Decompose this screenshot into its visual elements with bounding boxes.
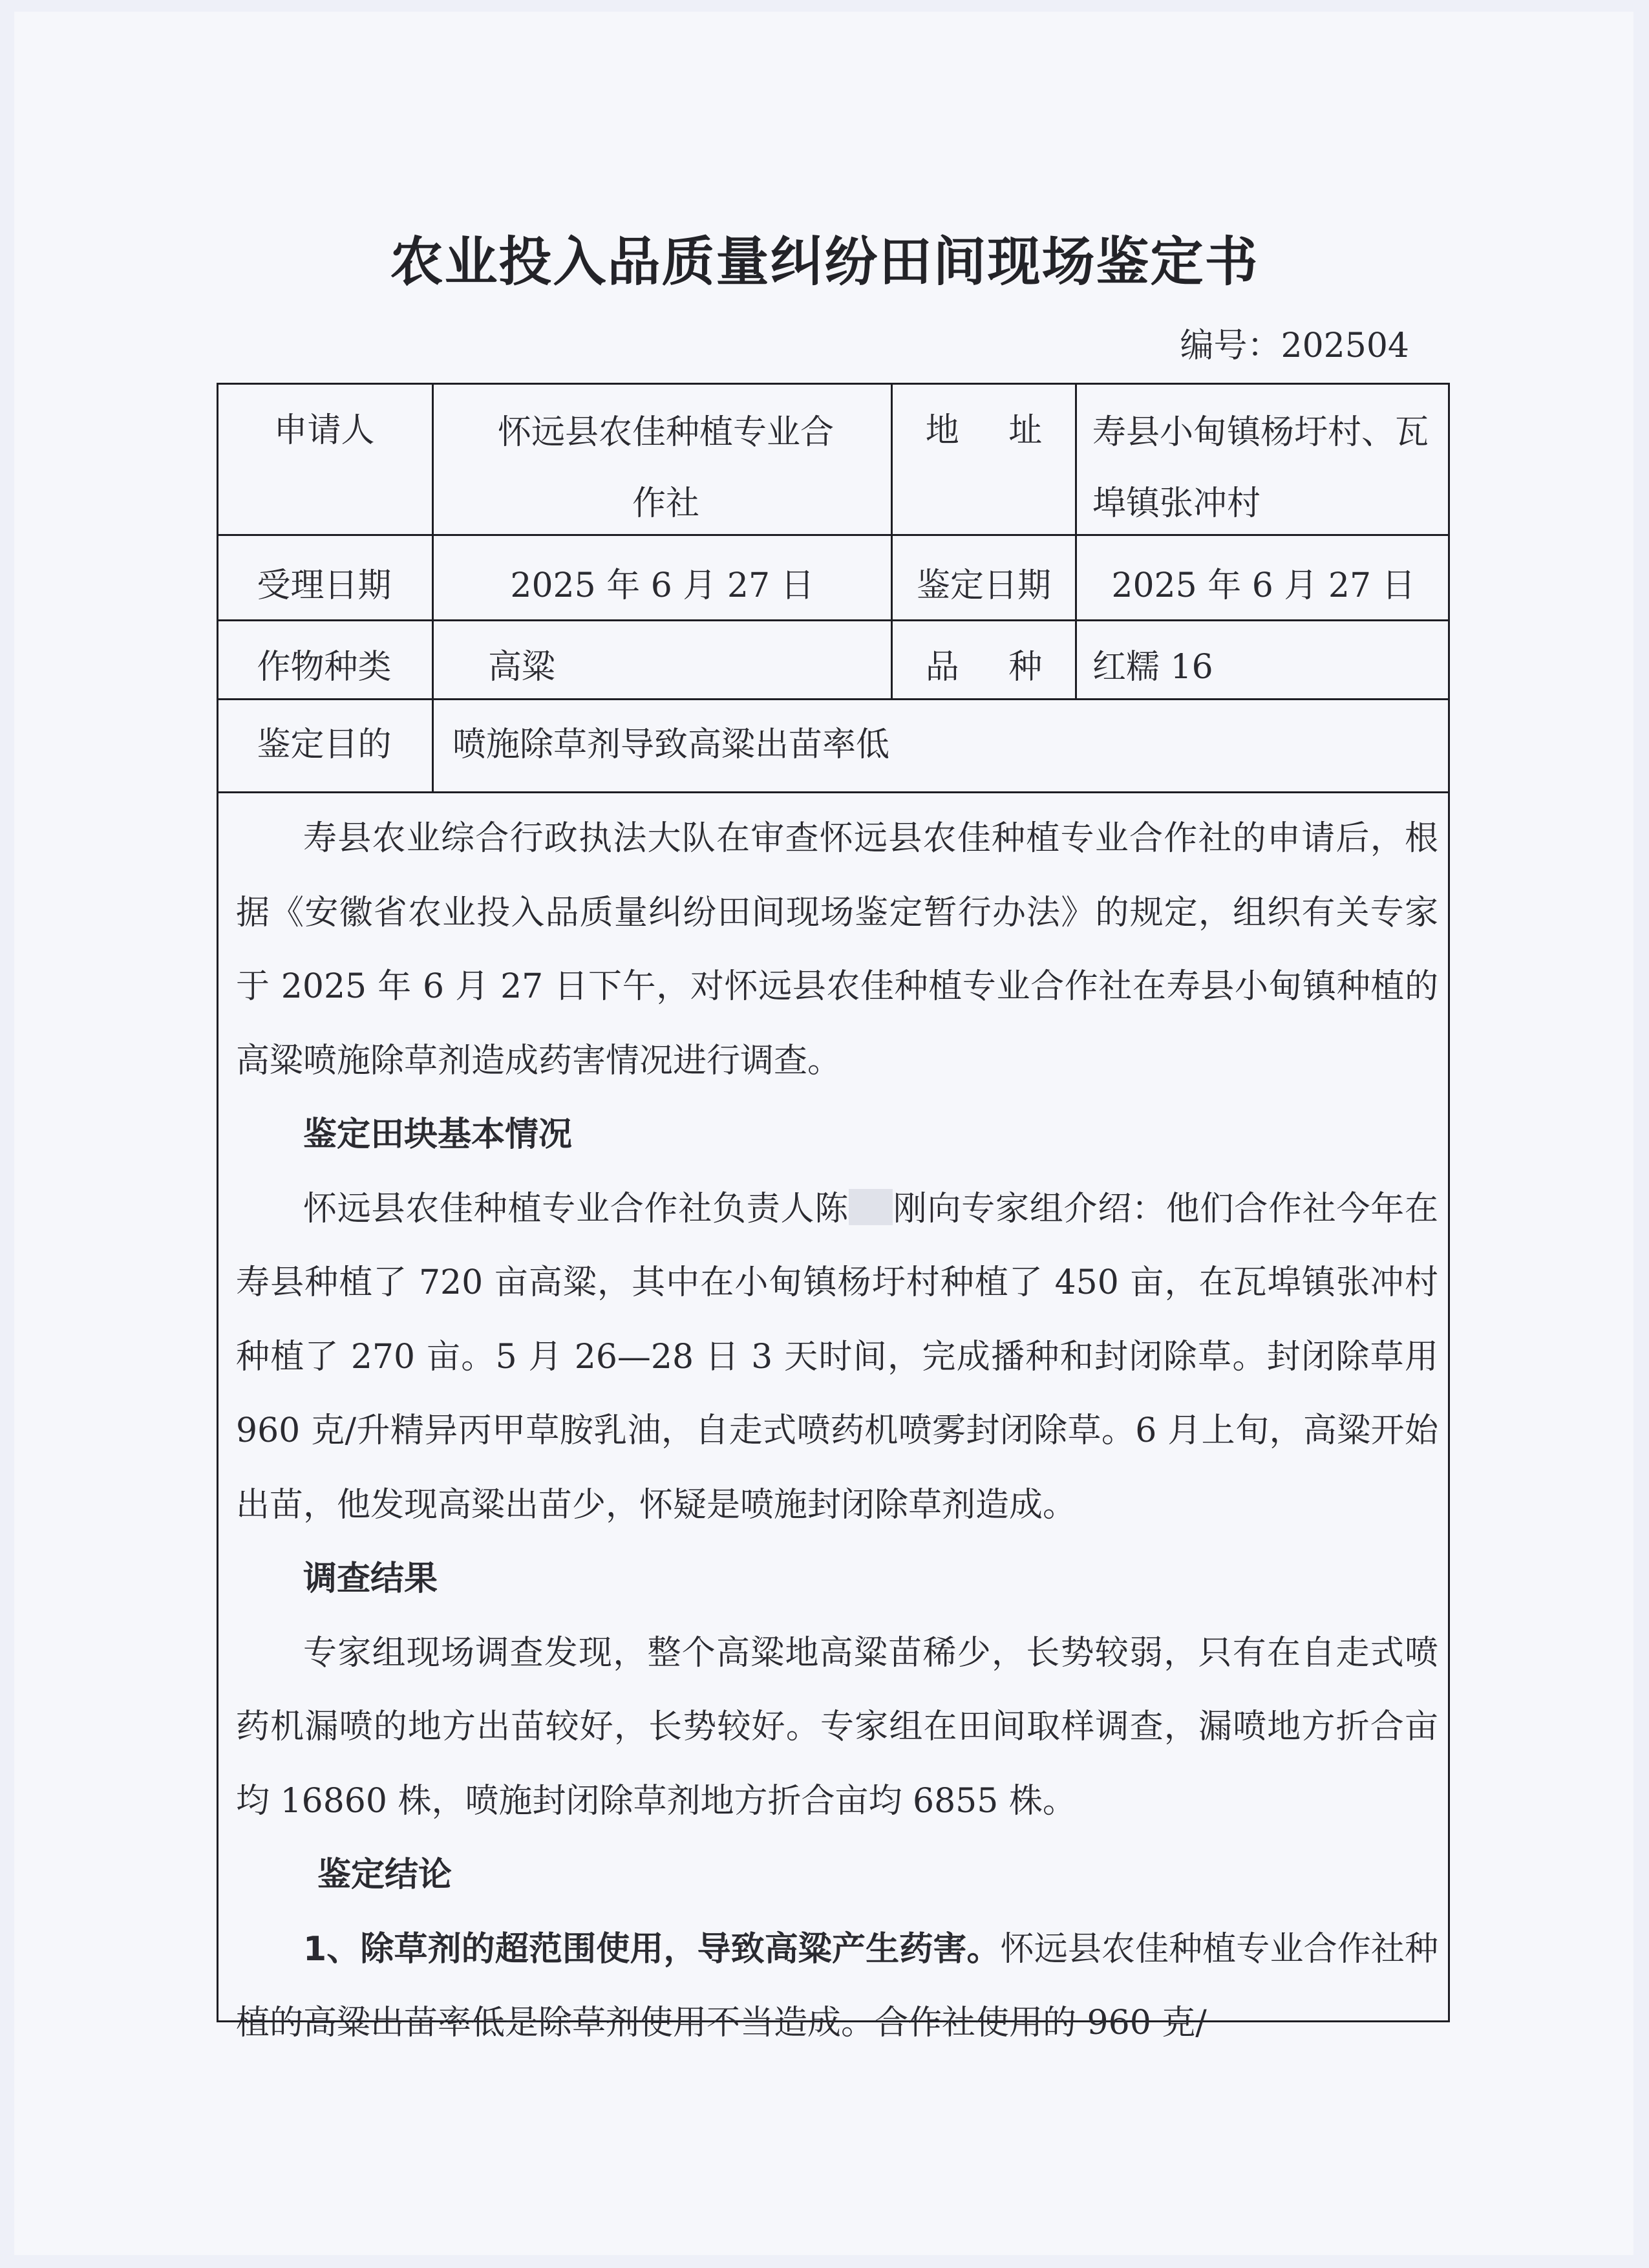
conclusion-1-bold: 1、除草剂的超范围使用，导致高粱产生药害。: [303, 1929, 1001, 1969]
purpose-value: 喷施除草剂导致高粱出苗率低: [452, 725, 890, 764]
conclusion-1-text: 怀远县农佳种植专业合作社种植的高粱出苗率低是除草剂使用不当造成。合作社使用的 960 克/: [236, 1929, 1438, 2042]
field-info-text-part1: 怀远县农佳种植专业合作社负责人陈: [303, 1189, 849, 1228]
variety-label: 品 种: [925, 648, 1043, 687]
accept-date-label: 受理日期: [257, 566, 392, 605]
intro-paragraph: 寿县农业综合行政执法大队在审查怀远县农佳种植专业合作社的申请后，根据《安徽省农业投入品质量纠纷田间现场鉴定暂行办法》的规定，组织有关专家于 2025 年 6 月 27 日下午，对怀远县农佳种植专业合作社在寿县小甸镇种植的高粱喷施除草剂造成药害情况进行调查。: [236, 819, 1438, 1080]
section-heading-results: 调查结果: [303, 1559, 438, 1598]
applicant-label: 申请人: [273, 411, 375, 450]
table-rule: [217, 791, 1450, 793]
field-info-text-part2: 刚向专家组介绍：他们合作社今年在寿县种植了 720 亩高粱，其中在小甸镇杨圩村种植了 450 亩，在瓦埠镇张冲村种植了 270 亩。5 月 26—28 日 3 天时间，完成播种和封闭除草。封闭除草用 960 克/升精异丙甲草胺乳油，自走式喷药机喷雾封闭除草。6 月上旬，高粱开始出苗，他发现高粱出苗少，怀疑是喷施封闭除草剂造成。: [236, 1189, 1438, 1524]
variety-value: 红糯 16: [1092, 648, 1213, 687]
address-value: 寿县小甸镇杨圩村、瓦埠镇张冲村: [1092, 413, 1429, 523]
conclusion-paragraph-1: [236, 1912, 1438, 2060]
appraise-date-value: 2025 年 6 月 27 日: [1111, 566, 1416, 605]
document-title: 农业投入品质量纠纷田间现场鉴定书: [390, 231, 1259, 293]
table-rule: [1075, 383, 1077, 698]
redacted-name: [849, 1189, 893, 1225]
section-heading-field-info: 鉴定田块基本情况: [303, 1115, 573, 1154]
purpose-label: 鉴定目的: [257, 725, 392, 764]
crop-value: 高粱: [488, 648, 556, 687]
document-number: [1151, 318, 1409, 367]
appraise-date-label: 鉴定日期: [916, 566, 1051, 605]
document-number-label: 编号：: [1180, 326, 1281, 365]
document-number-value: 202504: [1281, 326, 1409, 365]
crop-label: 作物种类: [257, 648, 392, 687]
address-label: 地 址: [925, 411, 1043, 450]
applicant-value: 怀远县农佳种植专业合作社: [497, 413, 834, 523]
section-heading-conclusion: 鉴定结论: [317, 1856, 452, 1894]
appraisal-body: [236, 802, 1438, 2060]
field-info-paragraph: [236, 1172, 1438, 1543]
results-paragraph: 专家组现场调查发现，整个高粱地高粱苗稀少，长势较弱，只有在自走式喷药机漏喷的地方出苗较好，长势较好。专家组在田间取样调查，漏喷地方折合亩均 16860 株，喷施封闭除草剂地方折合亩均 6855 株。: [236, 1633, 1438, 1821]
accept-date-value: 2025 年 6 月 27 日: [510, 566, 814, 605]
